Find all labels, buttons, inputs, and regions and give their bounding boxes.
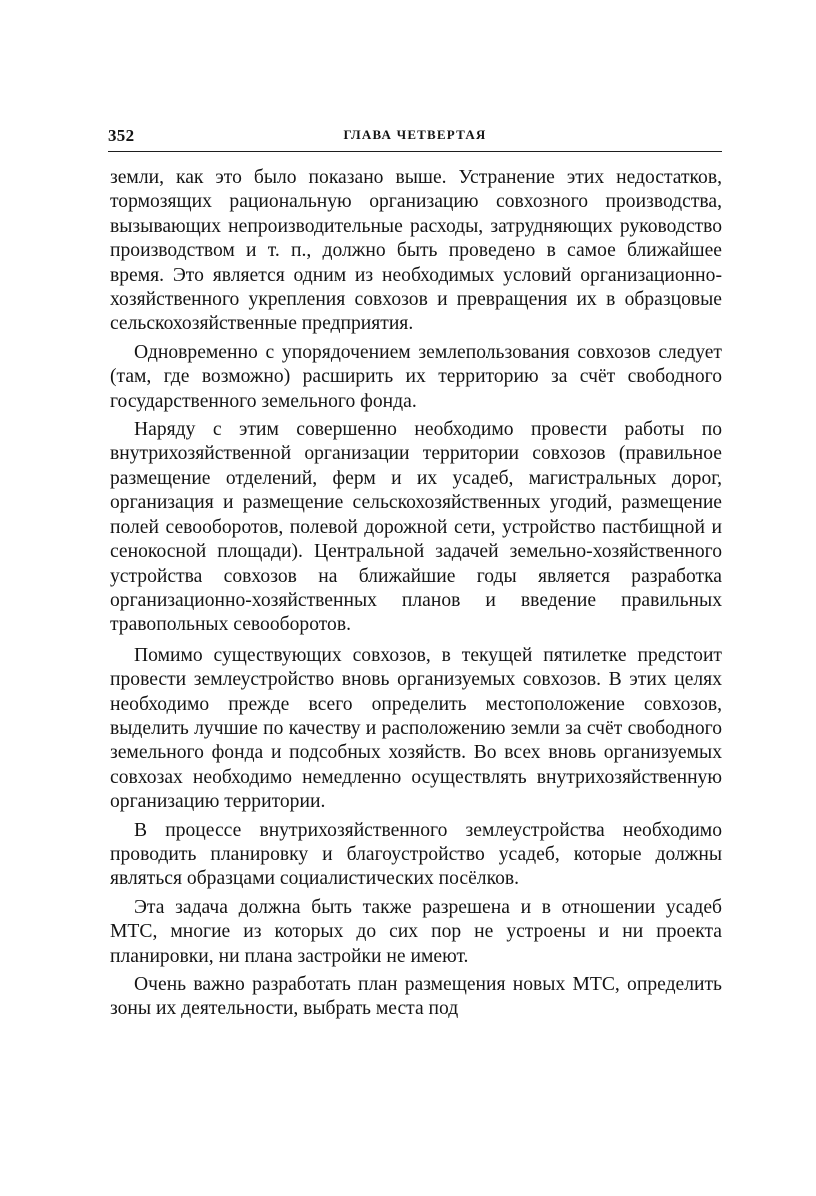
header-rule [108,151,722,152]
running-head: ГЛАВА ЧЕТВЕРТАЯ [343,127,487,142]
page-number: 352 [108,126,135,145]
paragraph-5: В процессе внутрихозяйственного землеустройства необходимо проводить планировку и благоустройство усадеб, которые должны являться образцами социалистических посёлков. [110,819,722,890]
page-header [108,126,722,150]
paragraph-6: Эта задача должна быть также разрешена и в отношении усадеб МТС, многие из которых до сих пор не устроены и ни проекта планировки, ни плана застройки не имеют. [110,896,722,967]
paragraph-2: Одновременно с упорядочением землепользования совхозов следует (там, где возможно) расширить их территорию за счёт свободного государственного земельного фонда. [110,341,722,412]
paragraph-7: Очень важно разработать план размещения новых МТС, определить зоны их деятельности, выбрать места под [110,974,722,1020]
paragraph-3: Наряду с этим совершенно необходимо провести работы по внутрихозяйственной организации территории совхозов (правильное размещение отделений, ферм и их усадеб, магистральных дорог, организация и размещение сельскохозяйственных угодий, размещение полей севооборотов, полевой дорожной сети, устройство пастбищной и сенокосной площади). Центральной задачей земельно-хозяйственного устройства совхозов на ближайшие годы является разработка организационно-хозяйственных планов и введение правильных травопольных севооборотов. [110,419,722,636]
paragraph-1: земли, как это было показано выше. Устранение этих недостатков, тормозящих рациональную организацию совхозного производства, вызывающих непроизводительные расходы, затрудняющих руководство производством и т. п., должно быть проведено в самое ближайшее время. Это является одним из необходимых условий организационно-хозяйственного укрепления совхозов и превращения их в образцовые сельскохозяйственные предприятия. [110,167,722,335]
body-text [110,166,722,1022]
paragraph-4: Помимо существующих совхозов, в текущей пятилетке предстоит провести землеустройство вновь организуемых совхозов. В этих целях необходимо прежде всего определить местоположение совхозов, выделить лучшие по качеству и расположению земли за счёт свободного земельного фонда и подсобных хозяйств. Во всех вновь организуемых совхозах необходимо немедленно осуществлять внутрихозяйственную организацию территории. [110,644,722,813]
